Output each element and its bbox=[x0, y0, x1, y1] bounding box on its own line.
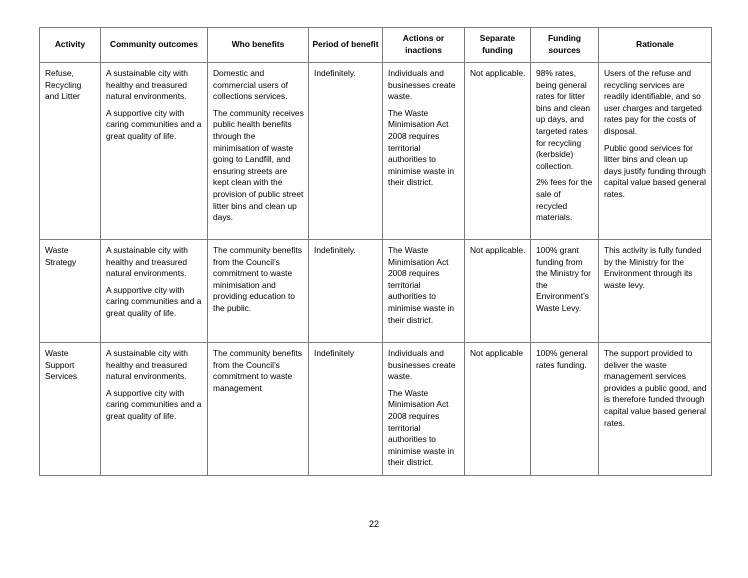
cell-period bbox=[309, 343, 383, 476]
page-number: 22 bbox=[368, 519, 379, 529]
sources-text: 2% fees for the sale of recycled materials. bbox=[536, 177, 593, 223]
actions-text: The Waste Minimisation Act 2008 requires territorial authorities to minimise waste in their district. bbox=[388, 107, 455, 188]
header-funding-sources: Funding sources bbox=[531, 28, 599, 63]
period-text: Indefinitely. bbox=[314, 68, 356, 78]
cell-actions bbox=[383, 343, 465, 476]
cell-rationale bbox=[599, 63, 712, 240]
separate-text: Not applicable bbox=[470, 348, 524, 358]
table-row bbox=[40, 343, 712, 476]
cell-outcomes bbox=[101, 240, 208, 343]
activity-text: Waste Support Services bbox=[45, 348, 78, 382]
period-text: Indefinitely bbox=[314, 348, 355, 358]
cell-who-benefits bbox=[208, 63, 309, 240]
cell-actions bbox=[383, 240, 465, 343]
actions-text: Individuals and businesses create waste. bbox=[388, 348, 456, 382]
funding-table bbox=[39, 27, 712, 476]
cell-activity bbox=[40, 343, 101, 476]
cell-funding-sources bbox=[531, 343, 599, 476]
actions-text: The Waste Minimisation Act 2008 requires territorial authorities to minimise waste in their district. bbox=[388, 387, 455, 468]
cell-who-benefits bbox=[208, 343, 309, 476]
cell-rationale bbox=[599, 240, 712, 343]
activity-text: Waste Strategy bbox=[45, 245, 77, 267]
outcome-text: A supportive city with caring communities and a great quality of life. bbox=[106, 387, 202, 421]
sources-text: 100% grant funding from the Ministry for the Environment’s Waste Levy. bbox=[536, 245, 591, 313]
header-period-of-benefit: Period of benefit bbox=[309, 28, 383, 63]
outcome-text: A sustainable city with healthy and treasured natural environments. bbox=[106, 348, 188, 382]
rationale-text: Public good services for litter bins and clean up days justify funding through capital value based general rates. bbox=[604, 142, 706, 199]
cell-funding-sources bbox=[531, 63, 599, 240]
header-activity: Activity bbox=[40, 28, 101, 63]
sources-text: 98% rates, being general rates for litter bins and clean up days, and targeted rates for recycling (kerbside) collection. bbox=[536, 68, 591, 171]
cell-outcomes bbox=[101, 63, 208, 240]
rationale-text: Users of the refuse and recycling services are readily identifiable, and so user charges and targeted rates pay for the costs of disposal. bbox=[604, 68, 702, 136]
outcome-text: A supportive city with caring communities and a great quality of life. bbox=[106, 107, 202, 141]
actions-text: The Waste Minimisation Act 2008 requires territorial authorities to minimise waste in their district. bbox=[388, 245, 455, 325]
outcome-text: A sustainable city with healthy and treasured natural environments. bbox=[106, 68, 188, 102]
cell-activity bbox=[40, 63, 101, 240]
cell-separate-funding bbox=[465, 343, 531, 476]
rationale-text: This activity is fully funded by the Ministry for the Environment through its waste levy. bbox=[604, 245, 702, 290]
cell-actions bbox=[383, 63, 465, 240]
header-community-outcomes: Community outcomes bbox=[101, 28, 208, 63]
cell-rationale bbox=[599, 343, 712, 476]
rationale-text: The support provided to deliver the waste management services provides a public good, and is therefore funded through capital value based general rates. bbox=[604, 348, 707, 428]
cell-separate-funding bbox=[465, 63, 531, 240]
cell-who-benefits bbox=[208, 240, 309, 343]
cell-funding-sources bbox=[531, 240, 599, 343]
who-text: The community benefits from the Council’s commitment to waste management bbox=[213, 348, 302, 393]
who-text: The community receives public health benefits through the minimisation of waste going to Landfill, and ensuring streets are kept clean with the provision of public street litter bins and clean up days. bbox=[213, 107, 304, 223]
outcome-text: A sustainable city with healthy and treasured natural environments. bbox=[106, 245, 188, 279]
outcome-text: A supportive city with caring communities and a great quality of life. bbox=[106, 284, 202, 318]
cell-activity bbox=[40, 240, 101, 343]
cell-period bbox=[309, 63, 383, 240]
cell-outcomes bbox=[101, 343, 208, 476]
header-actions-or-inactions: Actions or inactions bbox=[383, 28, 465, 63]
separate-text: Not applicable. bbox=[470, 245, 526, 255]
who-text: Domestic and commercial users of collections services. bbox=[213, 68, 288, 102]
table-row bbox=[40, 63, 712, 240]
cell-period bbox=[309, 240, 383, 343]
actions-text: Individuals and businesses create waste. bbox=[388, 68, 456, 102]
cell-separate-funding bbox=[465, 240, 531, 343]
header-separate-funding: Separate funding bbox=[465, 28, 531, 63]
activity-text: Refuse, Recycling and Litter bbox=[45, 68, 82, 102]
header-who-benefits: Who benefits bbox=[208, 28, 309, 63]
table-row bbox=[40, 240, 712, 343]
header-rationale: Rationale bbox=[599, 28, 712, 63]
separate-text: Not applicable. bbox=[470, 68, 526, 78]
sources-text: 100% general rates funding. bbox=[536, 348, 588, 370]
period-text: Indefinitely. bbox=[314, 245, 356, 255]
who-text: The community benefits from the Council’s commitment to waste minimisation and providing education to the public. bbox=[213, 245, 302, 313]
header-row bbox=[40, 28, 712, 63]
